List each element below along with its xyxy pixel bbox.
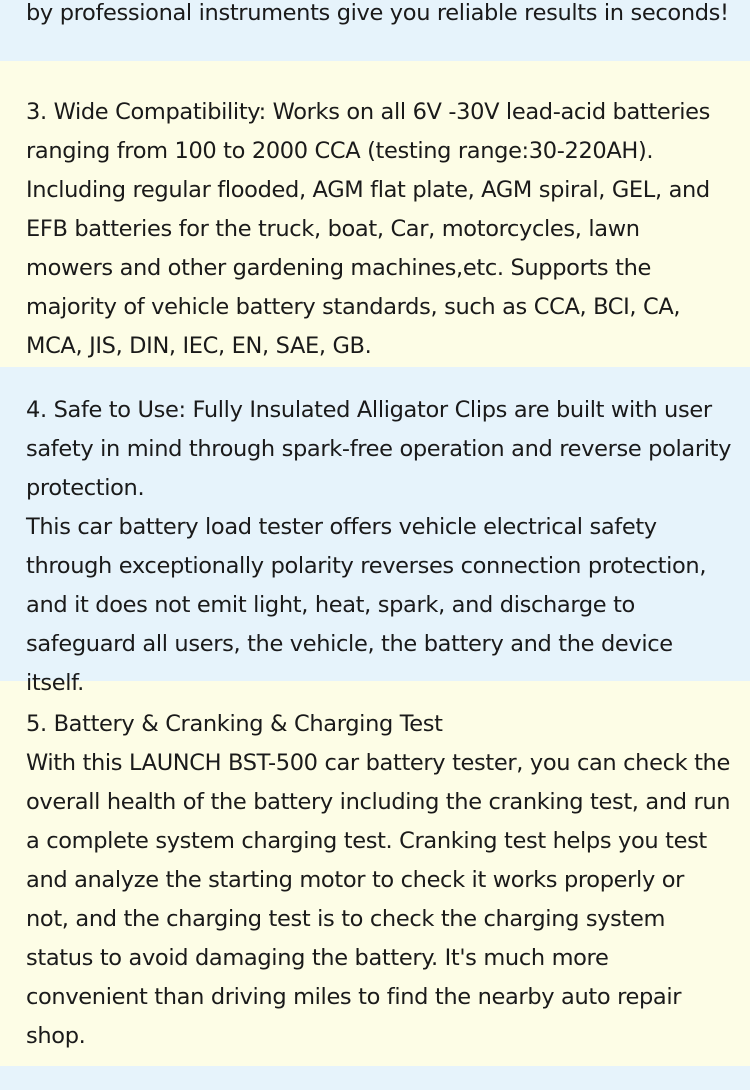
section-fragment-bottom [0,1066,750,1090]
wide-compatibility-text: 3. Wide Compatibility: Works on all 6V -30V lead-acid batteries ranging from 100 to 2000 CCA (testing range:30-220AH). Including regular flooded, AGM flat plate, AGM spiral, GEL, and EFB batteries for the truck, boat, Car, motorcycles, lawn mowers and other gardening machines,etc. Supports the majority of vehicle battery standards, such as CCA, BCI, CA, MCA, JIS, DIN, IEC, EN, SAE, GB. [26,99,711,359]
safe-to-use-text: 4. Safe to Use: Fully Insulated Alligator Clips are built with user safety in mind through spark-free operation and reverse polarity protection. [26,397,732,501]
safe-to-use-detail-text: This car battery load tester offers vehicle electrical safety through exceptionally polarity reverses connection protection, and it does not emit light, heat, spark, and discharge to safeguard all users, the vehicle, the battery and the device itself. [26,514,707,696]
top-fragment-text: by professional instruments give you reliable results in seconds! [26,0,729,26]
battery-test-heading: 5. Battery & Cranking & Charging Test [26,711,443,737]
battery-test-body: With this LAUNCH BST-500 car battery tester, you can check the overall health of the battery including the cranking test, and run a complete system charging test. Cranking test helps you test and analyze the starting motor to check it works properly or not, and the charging test is to check the charging system status to avoid damaging the battery. It's much more convenient than driving miles to find the nearby auto repair shop. [26,750,731,1049]
section-fragment-top [0,0,750,61]
section-safe-to-use [0,367,750,696]
section-battery-cranking-charging [0,681,750,1066]
section-wide-compatibility [0,61,750,367]
